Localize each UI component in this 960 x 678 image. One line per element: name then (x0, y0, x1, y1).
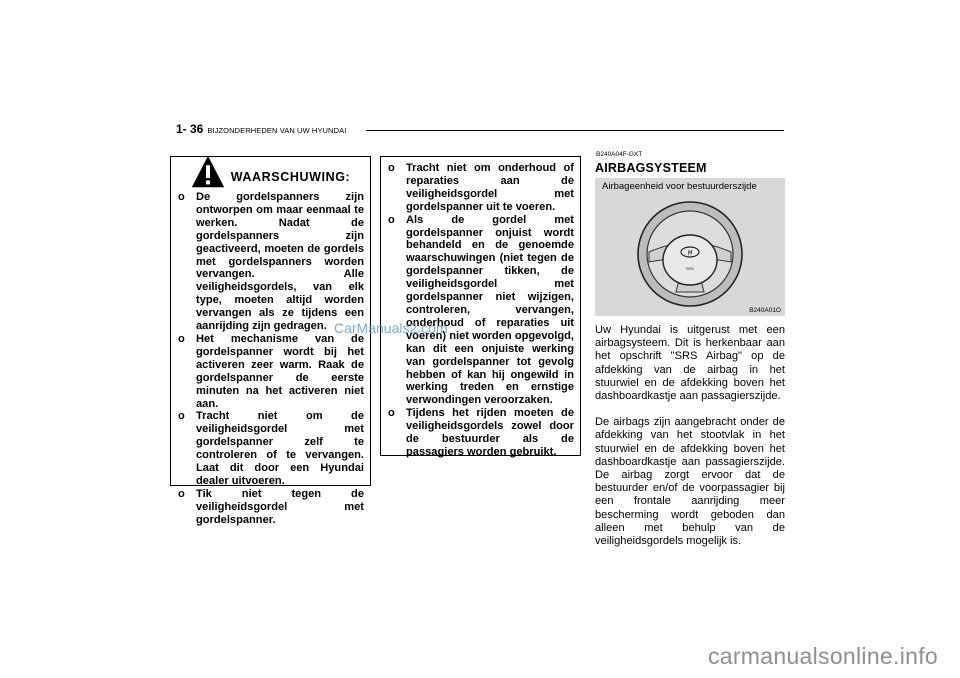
svg-text:H: H (687, 250, 693, 257)
warning-title: WAARSCHUWING: (230, 169, 351, 184)
warning-item: o De gordelspanners zijn ontworpen om maar eenmaal te werken. Nadat de gordelspanners zijn geactiveerd, moeten de gordels met gordelspanners worden vervangen. Alle veiligheidsgordels, van elk type, moeten altijd worden vervangen als ze tijdens een aanrijding zijn gedragen. (177, 191, 364, 333)
warning-item: o Het mechanisme van de gordelspanner wordt bij het activeren zeer warm. Raak de gordelspanner de eerste minuten na het activeren niet aan. (177, 333, 364, 410)
warning-heading (177, 165, 364, 189)
warning-item: o Tracht niet om onderhoud of reparaties aan de veiligheidsgordel met gordelspanner uit te voeren. (387, 162, 574, 214)
airbag-title: AIRBAGSYSTEEM (595, 161, 707, 175)
airbag-section (595, 151, 785, 561)
section-code: B240A04F-GXT (596, 151, 643, 158)
figure-code: B240A01O (749, 307, 781, 314)
warning-item: o Tracht niet om de veiligheidsgordel met gordelspanner zelf te controleren of te vervangen. Laat dit door een Hyundai dealer uitvoeren. (177, 410, 364, 487)
page-header (176, 122, 346, 136)
steering-wheel-figure (595, 178, 785, 316)
warning-list (177, 191, 364, 527)
watermark: CarManuals2.com (334, 320, 448, 336)
warning-item: o Tik niet tegen de veiligheidsgordel met gordelspanner. (177, 488, 364, 527)
header-rule (366, 130, 784, 131)
warning-item: o Tijdens het rijden moeten de veiligheidsgordels zowel door de bestuurder als de passagiers worden gebruikt. (387, 407, 574, 459)
steering-wheel-icon (630, 196, 750, 311)
warning-continued-box (380, 156, 581, 456)
footer-watermark: carmanualsonline.info (707, 643, 938, 669)
figure-caption: Airbageenheid voor bestuurderszijde (602, 181, 757, 192)
section-title: BIJZONDERHEDEN VAN UW HYUNDAI (207, 126, 347, 135)
page-number: 1- 36 (176, 122, 204, 136)
warning-triangle-icon (191, 155, 225, 189)
warning-continued-list (387, 162, 574, 459)
airbag-body (595, 324, 785, 548)
hub-label: SRS (685, 266, 695, 271)
paragraph: Uw Hyundai is uitgerust met een airbagsysteem. Dit is herkenbaar aan het opschrift "SRS Airbag" op de afdekking van de airbag in het stuurwiel en de afdekking boven het dashboardkastje aan passagierszijde. (595, 324, 785, 403)
warning-item: o Als de gordel met gordelspanner onjuist wordt behandeld en de genoemde waarschuwingen (niet tegen de gordelspanner tikken, de veiligheidsgordel met gordelspanner niet wijzigen, controleren, vervangen, onderhoud of reparaties uit voeren) niet worden opgevolgd, kan dit een onjuiste werking van gordelspanner tot gevolg hebben of kan hij ongewild in werking treden en ernstige verwondingen veroorzaken. (387, 214, 574, 408)
paragraph: De airbags zijn aangebracht onder de afdekking van het stootvlak in het stuurwiel en de afdekking boven het dashboardkastje aan passagierszijde. De airbag zorgt ervoor dat de bestuurder en/of de voorpassagier bij een frontale aanrijding meer bescherming wordt geboden dan alleen met behulp van de veiligheidsgordels mogelijk is. (595, 416, 785, 548)
